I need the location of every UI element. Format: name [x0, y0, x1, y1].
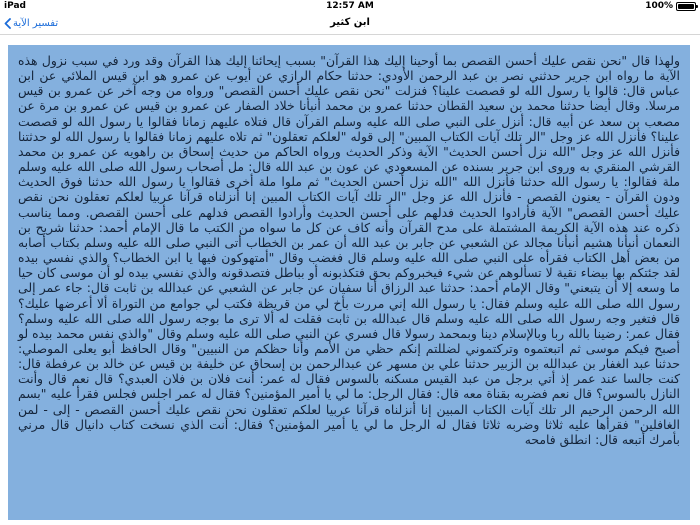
device-name: iPad [4, 1, 26, 11]
battery-percentage: 100% [645, 1, 673, 11]
status-time: 12:57 AM [326, 1, 374, 11]
status-bar [0, 0, 700, 12]
back-button-label: تفسير الآية [13, 17, 59, 29]
tafsir-text: ولهذا قال "نحن نقص عليك أحسن القصص بما أوحينا إليك هذا القرآن" بسبب إيحائنا إليك هذا القرآن وقد ورد في سبب نزول هذه الآية ما رواه ابن جرير حدثني نصر بن عبد الرحمن الأودي: حدثنا حكام الرازي عن أيوب عن عمرو هو ابن قيس الملائي عن ابن عباس قال: قالوا يا رسول الله لو قصصت علينا؟ فنزلت "نحن نقص عليك أحسن القصص" ورواه من وجه آخر عن عمرو بن قيس مرسلا. وقال أيضا حدثنا محمد بن سعيد القطان حدثنا عمرو بن محمد أنبأنا خلاد الصفار عن عمرو بن قيس عن عمرو بن مرة عن مصعب بن سعد عن أبيه قال: أنزل على النبي صلى الله عليه وسلم القرآن قال فتلاه عليهم زمانا فقالوا يا رسول الله لو قصصت علينا؟ فأنزل الله عز وجل "الر تلك آيات الكتاب المبين" إلى قوله "لعلكم تعقلون" ثم تلاه عليهم زمانا فقالوا يا رسول الله لو حدثتنا فأنزل الله عز وجل "الله نزل أحسن الحديث" الآية وذكر الحديث ورواه الحاكم من حديث إسحاق بن راهويه عن عمرو بن محمد القرشي المنقري به وروى ابن جرير بسنده عن المسعودي عن عون بن عبد الله قال: مل أصحاب رسول الله صلى الله عليه وسلم ملة فقالوا: يا رسول الله حدثنا فأنزل الله "الله نزل أحسن الحديث" ثم ملوا ملة أخرى فقالوا يا رسول الله حدثنا فوق الحديث ودون القرآن - يعنون القصص - فأنزل الله عز وجل "الر تلك آيات الكتاب المبين إنا أنزلناه قرآنا عربيا لعلكم تعقلون نحن نقص عليك أحسن القصص" الآية فأرادوا الحديث فدلهم على أحسن الحديث وأرادوا القصص فدلهم على أحسن القصص. ومما يناسب ذكره عند هذه الآية الكريمة المشتملة على مدح القرآن وأنه كاف عن كل ما سواه من الكتب ما قال الإمام أحمد: حدثنا شريح بن النعمان أنبأنا هشيم أنبأنا مجالد عن الشعبي عن جابر بن عبد الله أن عمر بن الخطاب أتى النبي صلى الله عليه وسلم بكتاب أصابه من بعض أهل الكتاب فقرأه على النبي صلى الله عليه وسلم قال فغضب وقال "أمتهوكون فيها يا ابن الخطاب؟ والذي نفسي بيده لقد جئتكم بها بيضاء نقية لا تسألوهم عن شيء فيخبروكم بحق فتكذبونه أو بباطل فتصدقونه والذي نفسي بيده لو أن موسى كان حيا ما وسعه إلا أن يتبعني" وقال الإمام أحمد: حدثنا عبد الرزاق أنا سفيان عن جابر عن الشعبي عن عبدالله بن ثابت قال: جاء عمر إلى رسول الله صلى الله عليه وسلم فقال: يا رسول الله إني مررت بأخ لي من قريظة فكتب لي جوامع من التوراة ألا أعرضها عليك؟ قال فتغير وجه رسول الله صلى الله عليه وسلم قال عبدالله بن ثابت فقلت له ألا ترى ما بوجه رسول الله صلى الله عليه وسلم؟ فقال عمر: رضينا بالله ربا وبالإسلام دينا وبمحمد رسولا قال فسري عن النبي صلى الله عليه وسلم وقال "والذي نفس محمد بيده لو أصبح فيكم موسى ثم اتبعتموه وتركتموني لضللتم إنكم حظي من الأمم وأنا حظكم من النبيين" وقال الحافظ أبو يعلى الموصلي: حدثنا عبد الغفار بن عبدالله بن الزبير حدثنا علي بن مسهر عن عبدالرحمن بن إسحاق عن خليفة بن قيس عن خالد بن عرفطة قال: كنت جالسا عند عمر إذ أتي برجل من عبد القيس مسكنه بالسوس فقال له عمر: أنت فلان بن فلان العبدي؟ قال نعم قال وأنت النازل بالسوس؟ قال نعم فضربه بقناة معه قال: فقال الرجل: ما لي يا أمير المؤمنين؟ فقال له عمر اجلس فجلس فقرأ عليه "بسم الله الرحمن الرحيم الر تلك آيات الكتاب المبين إنا أنزلناه قرآنا عربيا لعلكم تعقلون نحن نقص عليك أحسن القصص - إلى - لمن الغافلين" فقرأها عليه ثلاثا وضربه ثلاثا فقال له الرجل ما لي يا أمير المؤمنين؟ فقال: أنت الذي نسخت كتاب دانيال قال مرني بأمرك أتبعه قال: انطلق فامحه [18, 53, 680, 447]
navigation-bar [0, 12, 700, 35]
tafsir-text-card[interactable] [8, 45, 690, 520]
page-title: ابن كثير [330, 17, 370, 28]
battery-icon [676, 2, 696, 11]
battery-status [645, 0, 696, 12]
content-area [0, 35, 700, 525]
battery-fill [678, 4, 694, 9]
